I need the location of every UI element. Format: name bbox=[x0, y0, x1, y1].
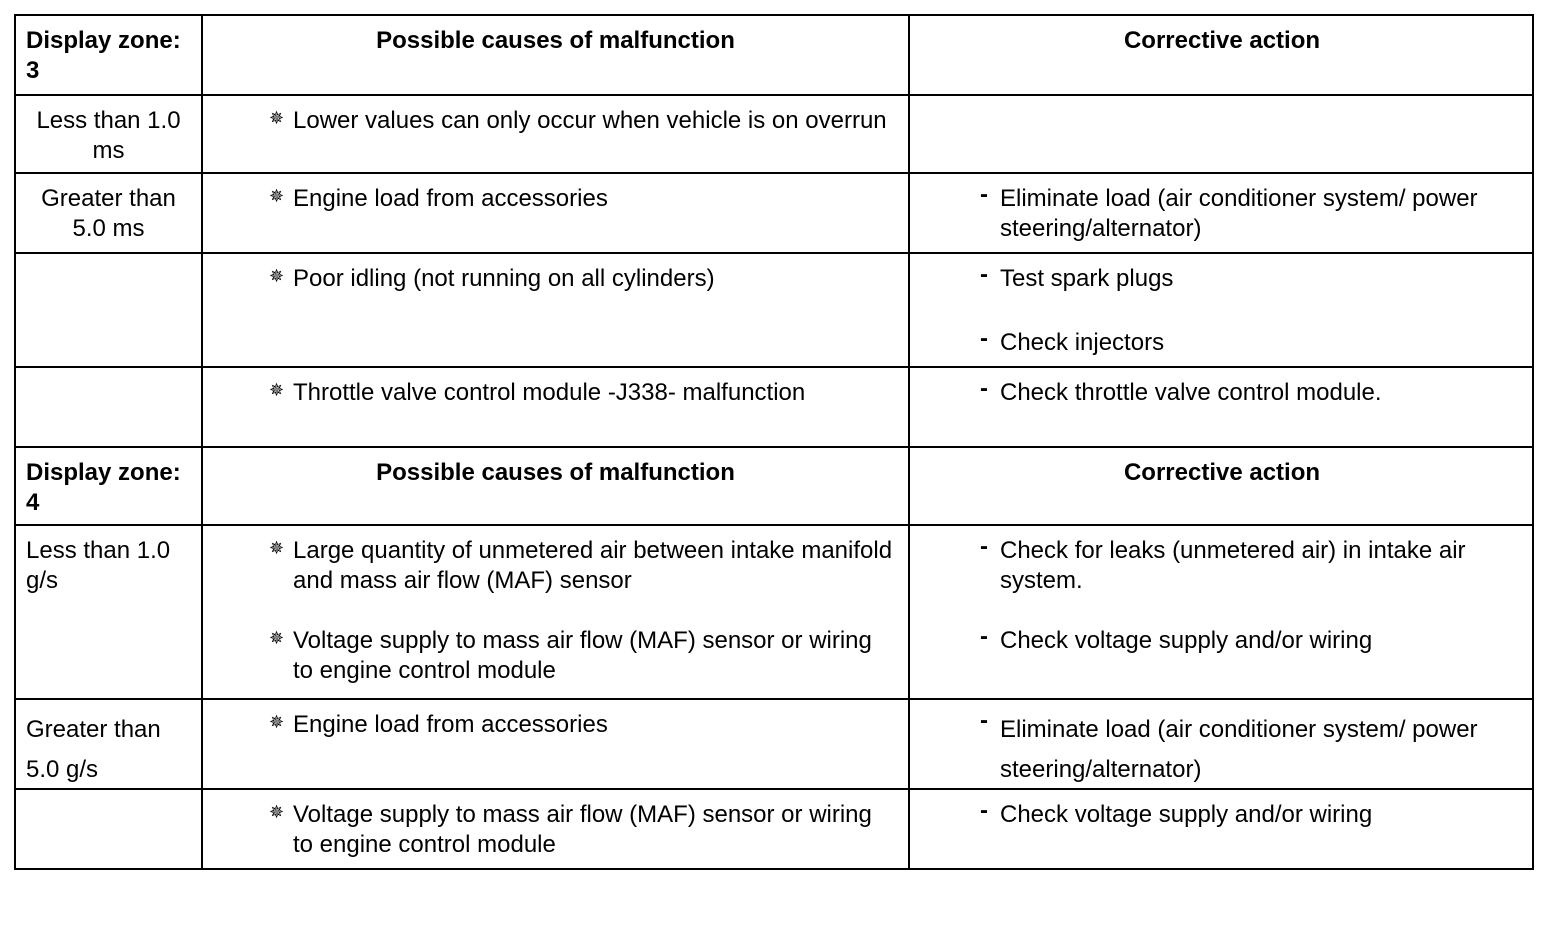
causes-cell bbox=[203, 526, 910, 698]
action-text: Test spark plugs bbox=[1000, 265, 1174, 292]
causes-cell bbox=[203, 174, 910, 252]
causes-cell bbox=[203, 96, 910, 172]
causes-cell bbox=[203, 790, 910, 868]
dash-bullet-icon: - bbox=[980, 181, 988, 208]
action-item bbox=[978, 533, 1524, 596]
action-item bbox=[978, 623, 1524, 656]
asterisk-bullet-icon: ✵ bbox=[269, 628, 285, 648]
action-text: Eliminate load (air conditioner system/ power steering/alternator) bbox=[1000, 716, 1478, 783]
asterisk-bullet-icon: ✵ bbox=[269, 108, 285, 128]
dash-bullet-icon: - bbox=[980, 533, 988, 560]
dash-bullet-icon: - bbox=[980, 261, 988, 288]
table-row bbox=[16, 698, 1532, 788]
action-text: Check for leaks (unmetered air) in intake air system. bbox=[1000, 537, 1466, 594]
actions-cell bbox=[910, 368, 1532, 446]
causes-cell bbox=[203, 254, 910, 366]
dash-bullet-icon: - bbox=[980, 707, 988, 734]
actions-cell bbox=[910, 790, 1532, 868]
dash-bullet-icon: - bbox=[980, 325, 988, 352]
action-text: Check voltage supply and/or wiring bbox=[1000, 627, 1373, 654]
asterisk-bullet-icon: ✵ bbox=[269, 266, 285, 286]
action-item bbox=[978, 181, 1524, 244]
causes-cell bbox=[203, 700, 910, 788]
table-row bbox=[16, 94, 1532, 172]
value-range bbox=[16, 368, 203, 446]
value-range: Less than 1.0 ms bbox=[16, 96, 203, 172]
cause-text: Throttle valve control module -J338- malfunction bbox=[293, 379, 806, 406]
cause-text: Engine load from accessories bbox=[293, 711, 608, 738]
cause-text: Voltage supply to mass air flow (MAF) sensor or wiring to engine control module bbox=[293, 801, 872, 858]
zone4-header-action: Corrective action bbox=[1123, 459, 1321, 486]
cause-item bbox=[269, 626, 898, 686]
table-row bbox=[16, 524, 1532, 698]
dash-bullet-icon: - bbox=[980, 797, 988, 824]
dash-bullet-icon: - bbox=[980, 375, 988, 402]
cause-text: Poor idling (not running on all cylinders) bbox=[293, 265, 715, 292]
cause-item bbox=[269, 184, 898, 214]
cause-text: Voltage supply to mass air flow (MAF) sensor or wiring to engine control module bbox=[293, 627, 872, 684]
action-item bbox=[978, 797, 1524, 830]
action-item bbox=[978, 261, 1524, 294]
action-item bbox=[978, 375, 1524, 408]
table-row bbox=[16, 788, 1532, 868]
action-item bbox=[978, 325, 1524, 358]
actions-cell bbox=[910, 254, 1532, 366]
zone3-header-row bbox=[16, 16, 1532, 94]
cause-item bbox=[269, 536, 898, 596]
zone4-header-row bbox=[16, 446, 1532, 524]
actions-cell bbox=[910, 96, 1532, 172]
cause-text: Large quantity of unmetered air between intake manifold and mass air flow (MAF) sensor bbox=[293, 537, 893, 594]
value-range: Greater than 5.0 g/s bbox=[16, 700, 203, 788]
actions-cell bbox=[910, 526, 1532, 698]
asterisk-bullet-icon: ✵ bbox=[269, 186, 285, 206]
zone3-header-causes: Possible causes of malfunction bbox=[203, 16, 910, 94]
action-text: Eliminate load (air conditioner system/ power steering/alternator) bbox=[1000, 185, 1478, 242]
action-item bbox=[978, 707, 1524, 790]
actions-cell bbox=[910, 174, 1532, 252]
table-row bbox=[16, 366, 1532, 446]
cause-text: Lower values can only occur when vehicle is on overrun bbox=[293, 107, 887, 134]
action-text: Check injectors bbox=[1000, 329, 1165, 356]
cause-text: Engine load from accessories bbox=[293, 185, 608, 212]
value-range bbox=[16, 790, 203, 868]
table-row bbox=[16, 252, 1532, 366]
causes-cell bbox=[203, 368, 910, 446]
cause-item bbox=[269, 710, 898, 740]
dash-bullet-icon: - bbox=[980, 623, 988, 650]
asterisk-bullet-icon: ✵ bbox=[269, 538, 285, 558]
cause-item bbox=[269, 264, 898, 294]
value-range bbox=[16, 254, 203, 366]
value-range: Greater than 5.0 ms bbox=[16, 174, 203, 252]
zone3-header-zone: Display zone: 3 bbox=[16, 16, 203, 94]
cause-item bbox=[269, 378, 898, 408]
asterisk-bullet-icon: ✵ bbox=[269, 380, 285, 400]
zone4-header-zone: Display zone: 4 bbox=[16, 448, 203, 524]
table-row bbox=[16, 172, 1532, 252]
zone4-header-causes: Possible causes of malfunction bbox=[203, 448, 910, 524]
actions-cell bbox=[910, 700, 1532, 788]
diagnostic-table bbox=[14, 14, 1534, 870]
cause-item bbox=[269, 106, 898, 136]
cause-item bbox=[269, 800, 898, 860]
action-text: Check voltage supply and/or wiring bbox=[1000, 801, 1373, 828]
value-range: Less than 1.0 g/s bbox=[16, 526, 203, 698]
asterisk-bullet-icon: ✵ bbox=[269, 802, 285, 822]
action-text: Check throttle valve control module. bbox=[1000, 379, 1382, 406]
asterisk-bullet-icon: ✵ bbox=[269, 712, 285, 732]
zone3-header-action: Corrective action bbox=[1123, 27, 1321, 54]
